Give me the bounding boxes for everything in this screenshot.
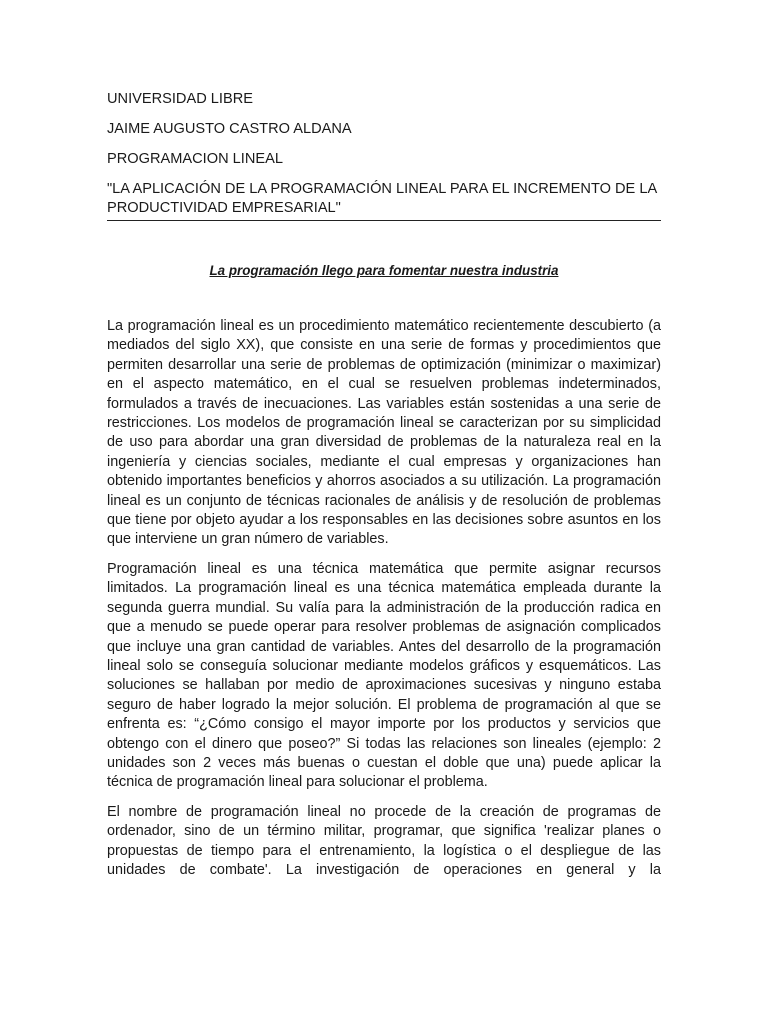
university-name: UNIVERSIDAD LIBRE	[107, 91, 253, 107]
author-name: JAIME AUGUSTO CASTRO ALDANA	[107, 121, 352, 137]
body-paragraph: La programación lineal es un procedimiento matemático recientemente descubierto (a mediados del siglo XX), que consiste en una serie de formas y procedimientos que permiten desarrollar una serie de problemas de optimización (minimizar o maximizar) en el aspecto matemático, en el cual se resuelven problemas indeterminados, formulados a través de inecuaciones. Las variables están sostenidas a una serie de restricciones. Los modelos de programación lineal se caracterizan por su simplicidad de uso para abordar una gran diversidad de problemas de la naturaleza real en la ingeniería y ciencias sociales, mediante el cual empresas y organizaciones han obtenido importantes beneficios y ahorros asociados a su utilización. La programación lineal es un conjunto de técnicas racionales de análisis y de resolución de problemas que tiene por objeto ayudar a los responsables en las decisiones sobre asuntos en los que interviene un gran número de variables.	[107, 318, 661, 548]
body-paragraph: El nombre de programación lineal no procede de la creación de programas de ordenador, sino de un término militar, programar, que significa 'realizar planes o propuestas de tiempo para el entrenamiento, la logística o el despliegue de las unidades de combate'. La investigación de operaciones en general y la	[107, 803, 661, 878]
document-title: "LA APLICACIÓN DE LA PROGRAMACIÓN LINEAL PARA EL INCREMENTO DE LA PRODUCTIVIDAD EMPRESARIAL"	[107, 180, 661, 221]
body-paragraph: Programación lineal es una técnica matemática que permite asignar recursos limitados. La programación lineal es una técnica matemática empleada durante la segunda guerra mundial. Su valía para la administración de la producción radica en que a menudo se puede operar para resolver problemas de asignación complicados que incluye una gran cantidad de variables. Antes del desarrollo de la programación lineal solo se conseguía solucionar mediante modelos gráficos y esquemáticos. Las soluciones se hallaban por medio de aproximaciones sucesivas y ninguno estaba seguro de haber logrado la mejor solución. El problema de programación al que se enfrenta es: “¿Cómo consigo el mayor importe por los productos y servicios que obtengo con el dinero que poseo?” Si todas las relaciones son lineales (ejemplo: 2 unidades son 2 veces más buenas o cuestan el doble que una) puede aplicar la técnica de programación lineal para solucionar el problema.	[107, 560, 661, 791]
section-heading: La programación llego para fomentar nuestra industria	[209, 263, 559, 278]
course-name: PROGRAMACION LINEAL	[107, 151, 283, 167]
